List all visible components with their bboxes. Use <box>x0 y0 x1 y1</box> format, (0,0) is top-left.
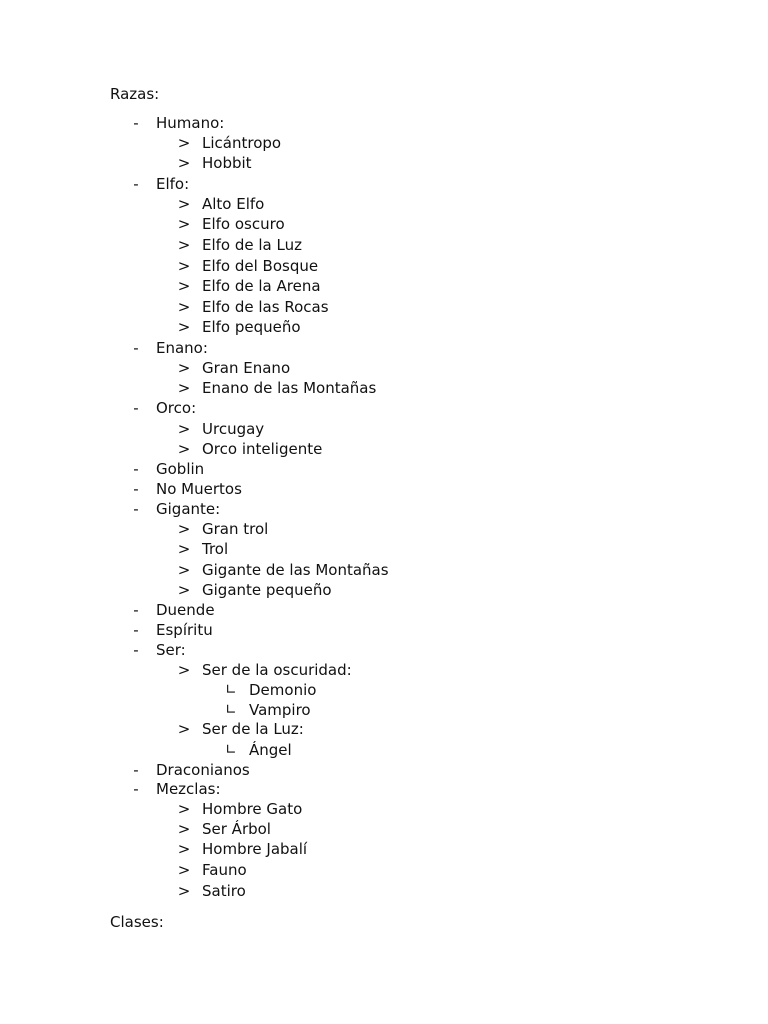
bullet-marker: > <box>177 420 191 438</box>
bullet-marker: > <box>177 154 191 172</box>
list-item-text: Ser: <box>156 641 186 659</box>
list-item-text: Hombre Jabalí <box>202 840 308 858</box>
list-item-text: Ser de la Luz: <box>202 720 304 738</box>
list-item-text: Draconianos <box>156 761 250 779</box>
bullet-marker: > <box>177 257 191 275</box>
list-item-text: No Muertos <box>156 480 242 498</box>
list-item-text: Hobbit <box>202 154 252 172</box>
bullet-marker: > <box>177 440 191 458</box>
bullet-marker: > <box>177 520 191 538</box>
list-item-text: Mezclas: <box>156 780 221 798</box>
list-item-text: Elfo: <box>156 175 190 193</box>
list-item-text: Duende <box>156 601 215 619</box>
list-item-text: Vampiro <box>249 701 311 719</box>
bullet-marker: ∟ <box>225 682 237 698</box>
bullet-marker: > <box>177 800 191 818</box>
list-item-text: Elfo del Bosque <box>202 257 319 275</box>
list-item-text: Trol <box>202 540 229 558</box>
list-item-text: Orco inteligente <box>202 440 323 458</box>
bullet-marker: > <box>177 661 191 679</box>
list-item-text: Elfo oscuro <box>202 215 285 233</box>
bullet-marker: > <box>177 581 191 599</box>
heading-clases: Clases: <box>110 913 164 931</box>
list-item-text: Gigante: <box>156 500 221 518</box>
list-item-text: Demonio <box>249 681 317 699</box>
bullet-marker: - <box>133 761 139 779</box>
bullet-marker: - <box>133 621 139 639</box>
list-item-text: Gran trol <box>202 520 269 538</box>
list-item-text: Hombre Gato <box>202 800 303 818</box>
bullet-marker: > <box>177 561 191 579</box>
bullet-marker: > <box>177 195 191 213</box>
bullet-marker: > <box>177 277 191 295</box>
bullet-marker: > <box>177 379 191 397</box>
list-item-text: Ángel <box>249 741 292 759</box>
bullet-marker: > <box>177 861 191 879</box>
list-item-text: Licántropo <box>202 134 282 152</box>
bullet-marker: - <box>133 175 139 193</box>
list-item-text: Enano de las Montañas <box>202 379 377 397</box>
list-item-text: Elfo de la Luz <box>202 236 302 254</box>
bullet-marker: > <box>177 236 191 254</box>
list-item-text: Ser Árbol <box>202 820 271 838</box>
bullet-marker: > <box>177 318 191 336</box>
heading-razas: Razas: <box>110 85 160 103</box>
list-item-text: Espíritu <box>156 621 213 639</box>
list-item-text: Humano: <box>156 114 225 132</box>
list-item-text: Elfo pequeño <box>202 318 301 336</box>
list-item-text: Enano: <box>156 339 208 357</box>
bullet-marker: - <box>133 500 139 518</box>
list-item-text: Gran Enano <box>202 359 291 377</box>
bullet-marker: - <box>133 460 139 478</box>
bullet-marker: > <box>177 298 191 316</box>
bullet-marker: > <box>177 359 191 377</box>
bullet-marker: - <box>133 114 139 132</box>
bullet-marker: - <box>133 780 139 798</box>
bullet-marker: - <box>133 399 139 417</box>
bullet-marker: > <box>177 215 191 233</box>
list-item-text: Satiro <box>202 882 246 900</box>
bullet-marker: > <box>177 882 191 900</box>
bullet-marker: - <box>133 641 139 659</box>
list-item-text: Elfo de la Arena <box>202 277 321 295</box>
list-item-text: Orco: <box>156 399 197 417</box>
bullet-marker: > <box>177 820 191 838</box>
bullet-marker: - <box>133 480 139 498</box>
list-item-text: Fauno <box>202 861 247 879</box>
bullet-marker: ∟ <box>225 702 237 718</box>
list-item-text: Elfo de las Rocas <box>202 298 329 316</box>
list-item-text: Goblin <box>156 460 205 478</box>
bullet-marker: ∟ <box>225 742 237 758</box>
bullet-marker: > <box>177 134 191 152</box>
list-item-text: Gigante pequeño <box>202 581 332 599</box>
bullet-marker: > <box>177 840 191 858</box>
bullet-marker: > <box>177 720 191 738</box>
list-item-text: Urcugay <box>202 420 265 438</box>
bullet-marker: - <box>133 601 139 619</box>
list-item-text: Alto Elfo <box>202 195 265 213</box>
list-item-text: Gigante de las Montañas <box>202 561 389 579</box>
bullet-marker: - <box>133 339 139 357</box>
list-item-text: Ser de la oscuridad: <box>202 661 352 679</box>
bullet-marker: > <box>177 540 191 558</box>
